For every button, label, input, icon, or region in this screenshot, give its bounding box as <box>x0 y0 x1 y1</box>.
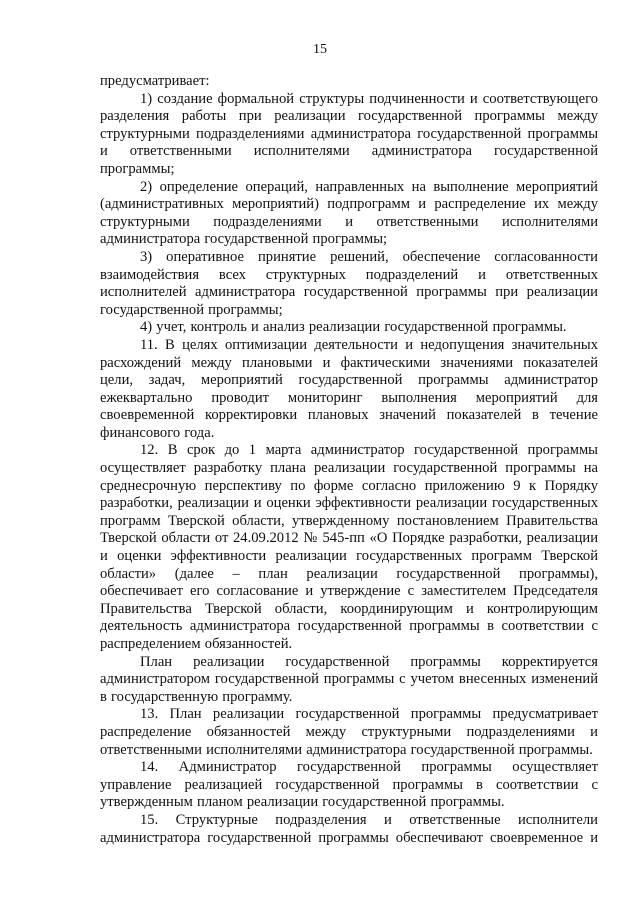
paragraph-lead-in: предусматривает: <box>100 73 210 89</box>
paragraph-clause-11: 11. В целях оптимизации деятельности и недопущения значительных расхождений между плановыми и фактическими значениями показателей цели, задач, мероприятий государственной программы администратор ежеквартально проводит мониторинг выполнения мероприятий для своевременной корректировки плановых значений показателей в течение финансового года. <box>100 336 598 441</box>
paragraph-item-4: 4) учет, контроль и анализ реализации государственной программы. <box>140 319 567 336</box>
paragraph-item-1: 1) создание формальной структуры подчиненности и соответствующего разделения работы при реализации государственной программы между структурными подразделениями администратора государственной программы и ответственными исполнителями администратора государственной программы; <box>100 90 598 177</box>
paragraph-clause-13: 13. План реализации государственной программы предусматривает распределение обязанностей между структурными подразделениями и ответственными исполнителями администратора государственной программы. <box>100 706 598 758</box>
paragraph-plan-correction: План реализации государственной программы корректируется администратором государственной программы с учетом внесенных изменений в государственную программу. <box>100 653 598 705</box>
document-body <box>100 73 598 847</box>
paragraph-clause-15: 15. Структурные подразделения и ответственные исполнители администратора государственной программы обеспечивают своевременное и <box>100 811 598 846</box>
paragraph-clause-14: 14. Администратор государственной программы осуществляет управление реализацией государственной программы в соответствии с утвержденным планом реализации государственной программы. <box>100 759 598 811</box>
page-number: 15 <box>313 42 327 57</box>
paragraph-item-3: 3) оперативное принятие решений, обеспечение согласованности взаимодействия всех структурных подразделений и ответственных исполнителей администратора государственной программы при реализации государственной программы; <box>100 248 598 318</box>
paragraph-item-2: 2) определение операций, направленных на выполнение мероприятий (административных мероприятий) подпрограмм и распределение их между структурными подразделениями и ответственными исполнителями администратора государственной программы; <box>100 178 598 248</box>
paragraph-clause-12: 12. В срок до 1 марта администратор государственной программы осуществляет разработку плана реализации государственной программы на среднесрочную перспективу по форме согласно приложению 9 к Порядку разработки, реализации и оценки эффективности реализации государственных программ Тверской области, утвержденному постановлением Правительства Тверской области от 24.09.2012 № 545-пп «О Порядке разработки, реализации и оценки эффективности реализации государственных программ Тверской области» (далее – план реализации государственной программы), обеспечивает его согласование и утверждение с заместителем Председателя Правительства Тверской области, координирующим и контролирующим деятельность администратора государственной программы в соответствии с распределением обязанностей. <box>100 442 598 652</box>
